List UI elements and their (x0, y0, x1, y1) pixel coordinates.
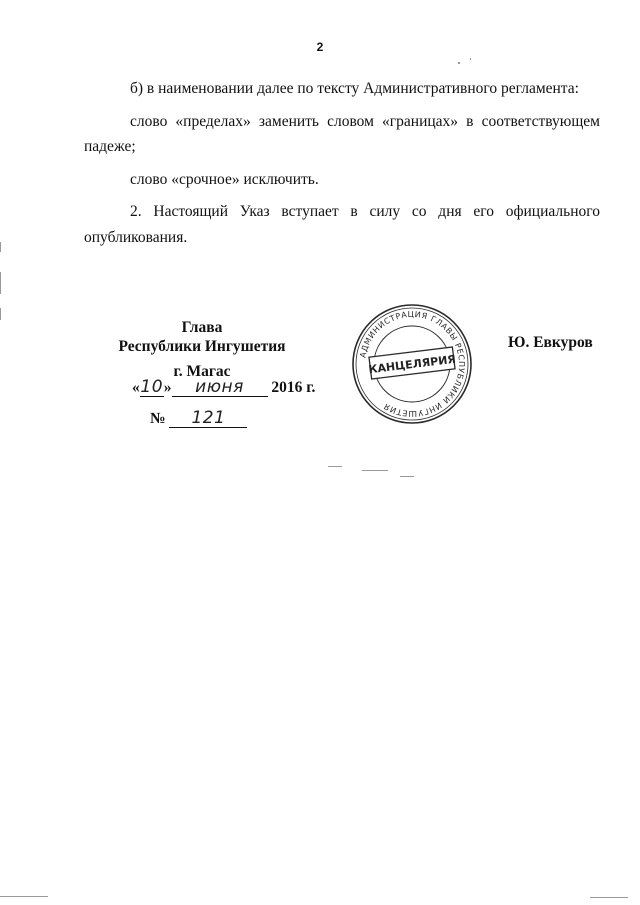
number-prefix: № (150, 410, 166, 427)
seal-center-text: КАНЦЕЛЯРИЯ (367, 352, 457, 377)
scan-artifact (0, 896, 48, 897)
scan-artifact (470, 58, 471, 60)
scan-artifact (328, 466, 342, 467)
paragraph-effective-date: 2. Настоящий Указ вступает в силу со дня его официального (130, 203, 600, 220)
signatory-title (104, 318, 300, 356)
paragraph-replace-word: слово «пределах» заменить словом «границах» в соответствующем (130, 112, 600, 130)
scan-artifact (458, 62, 460, 64)
document-date (132, 378, 315, 397)
signatory-name: Ю. Евкуров (508, 334, 593, 351)
scan-artifact (0, 308, 1, 320)
number-handwritten: 121 (169, 409, 247, 428)
document-body (84, 76, 600, 250)
paragraph-title-rename: б) в наименовании далее по тексту Административного регламента: (130, 80, 579, 97)
scan-artifact (0, 272, 1, 294)
official-seal (350, 302, 474, 426)
city-label: г. Магас (173, 363, 231, 380)
date-month-handwritten: июня (172, 378, 268, 397)
document-number (150, 409, 247, 428)
date-close-quote: » (163, 379, 172, 396)
scan-artifact (362, 470, 388, 471)
paragraph-replace-word-cont: падеже; (84, 138, 136, 155)
scan-artifact (590, 897, 628, 898)
signatory-title-line2: Республики Ингушетия (118, 338, 286, 355)
page-number: 2 (316, 40, 324, 54)
date-open-quote: « (132, 379, 140, 396)
scan-artifact (400, 476, 414, 477)
paragraph-effective-date-cont: опубликования. (84, 228, 188, 246)
signatory-title-line1: Глава (181, 319, 223, 336)
scan-artifact (0, 242, 1, 252)
date-day-handwritten: 10 (140, 377, 164, 397)
paragraph-delete-word: слово «срочное» исключить. (130, 170, 319, 188)
seal-ring-text: АДМИНИСТРАЦИЯ ГЛАВЫ РЕСПУБЛИКИ ИНГУШЕТИЯ (358, 309, 467, 419)
date-year: 2016 г. (271, 379, 316, 396)
